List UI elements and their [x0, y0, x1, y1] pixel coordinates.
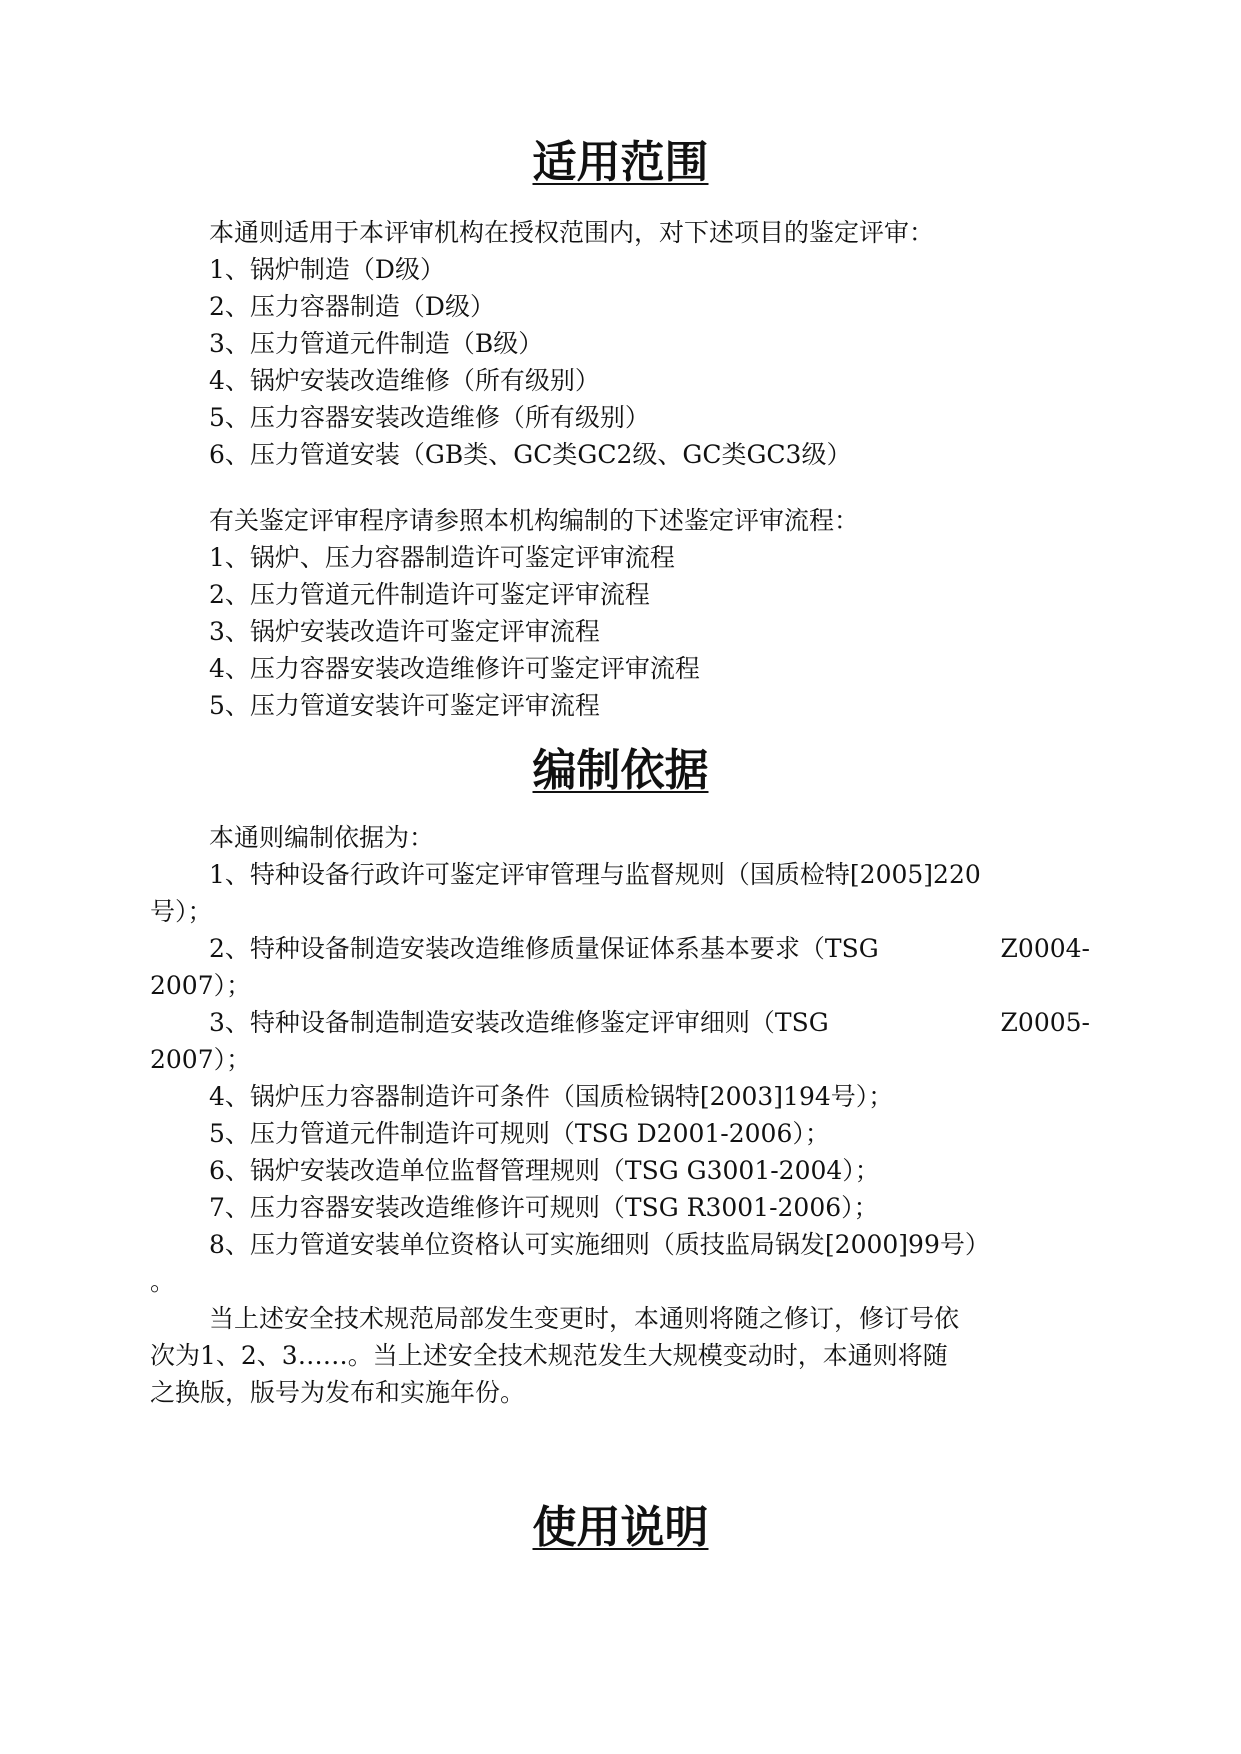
basis-item: 6、锅炉安装改造单位监督管理规则（TSG G3001-2004）；	[209, 1156, 880, 1185]
basis-item: 1、特种设备行政许可鉴定评审管理与监督规则（国质检特[2005]220	[209, 860, 981, 889]
scope-item: 5、压力容器安装改造维修（所有级别）	[209, 403, 650, 432]
basis-item: 4、锅炉压力容器制造许可条件（国质检锅特[2003]194号）；	[209, 1082, 894, 1111]
basis-item: 5、压力管道元件制造许可规则（TSG D2001-2006）；	[209, 1119, 830, 1148]
section-heading-usage: 使用说明	[532, 1502, 709, 1553]
process-item: 5、压力管道安装许可鉴定评审流程	[209, 691, 600, 720]
basis-item-continuation: 号）；	[150, 897, 213, 926]
basis-item: 7、压力容器安装改造维修许可规则（TSG R3001-2006）；	[209, 1193, 879, 1222]
revision-paragraph-line: 次为1、2、3……。当上述安全技术规范发生大规模变动时，本通则将随	[150, 1341, 948, 1370]
scope-item: 2、压力容器制造（D级）	[209, 292, 495, 321]
revision-paragraph-line: 当上述安全技术规范局部发生变更时，本通则将随之修订，修订号依	[209, 1304, 960, 1333]
process-item: 3、锅炉安装改造许可鉴定评审流程	[209, 617, 600, 646]
section-heading-scope: 适用范围	[532, 137, 709, 188]
basis-item-text: 2、特种设备制造安装改造维修质量保证体系基本要求（TSG	[209, 934, 879, 963]
basis-item-text: 3、特种设备制造制造安装改造维修鉴定评审细则（TSG	[209, 1008, 829, 1037]
process-item: 1、锅炉、压力容器制造许可鉴定评审流程	[209, 543, 675, 572]
basis-item	[209, 1005, 1090, 1041]
section-heading-basis: 编制依据	[532, 745, 709, 796]
process-intro: 有关鉴定评审程序请参照本机构编制的下述鉴定评审流程：	[209, 506, 860, 535]
scope-item: 3、压力管道元件制造（B级）	[209, 329, 544, 358]
basis-item	[209, 931, 1090, 967]
basis-intro: 本通则编制依据为：	[209, 823, 435, 852]
process-item: 2、压力管道元件制造许可鉴定评审流程	[209, 580, 650, 609]
scope-item: 6、压力管道安装（GB类、GC类GC2级、GC类GC3级）	[209, 440, 852, 469]
basis-item-code: Z0004-	[1000, 934, 1090, 963]
scope-intro: 本通则适用于本评审机构在授权范围内，对下述项目的鉴定评审：	[209, 218, 935, 247]
basis-item: 8、压力管道安装单位资格认可实施细则（质技监局锅发[2000]99号）	[209, 1230, 990, 1259]
basis-item-continuation: 2007）；	[150, 1045, 252, 1074]
basis-item-continuation: 2007）；	[150, 971, 252, 1000]
scope-item: 1、锅炉制造（D级）	[209, 255, 445, 284]
process-item: 4、压力容器安装改造维修许可鉴定评审流程	[209, 654, 700, 683]
revision-paragraph-line: 之换版，版号为发布和实施年份。	[150, 1378, 526, 1407]
scope-item: 4、锅炉安装改造维修（所有级别）	[209, 366, 600, 395]
basis-item-code: Z0005-	[1000, 1008, 1090, 1037]
basis-item-continuation: 。	[150, 1267, 176, 1296]
